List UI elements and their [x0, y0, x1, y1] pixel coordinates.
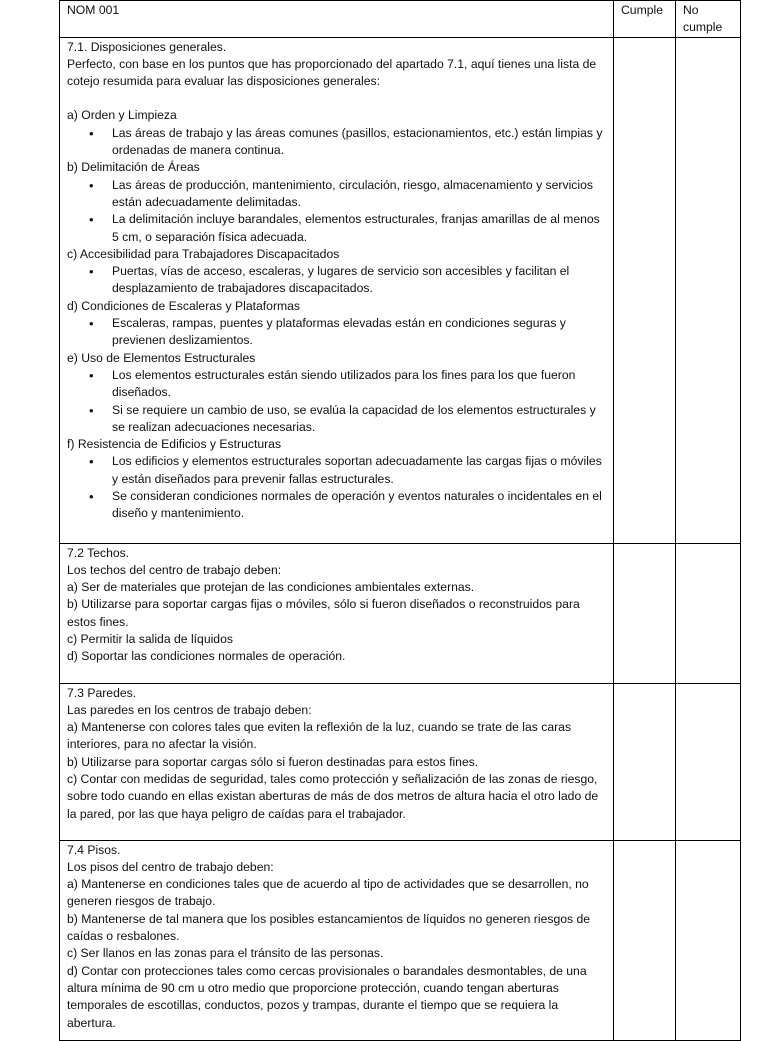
- list-item: • Los edificios y elementos estructurales soportan adecuadamente las cargas fijas o móviles y están diseñados para prevenir fallas estructurales.: [112, 453, 607, 488]
- section-line: Las paredes en los centros de trabajo deben:: [67, 702, 312, 717]
- no-cumple-cell[interactable]: [676, 840, 741, 1040]
- section-line: a) Ser de materiales que protejan de las condiciones ambientales externas.: [67, 580, 475, 595]
- cumple-cell[interactable]: [614, 683, 676, 840]
- subsection-heading: c) Accesibilidad para Trabajadores Discapacitados: [67, 246, 340, 261]
- section-title: 7.2 Techos.: [67, 545, 130, 560]
- list-item: • Las áreas de producción, mantenimiento, circulación, riesgo, almacenamiento y servicios están adecuadamente delimitadas.: [112, 177, 607, 212]
- section-intro: Perfecto, con base en los puntos que has proporcionado del apartado 7.1, aquí tienes una lista de cotejo resumida para evaluar las disposiciones generales:: [67, 56, 597, 89]
- table-row: [60, 840, 741, 1040]
- cumple-cell[interactable]: [614, 543, 676, 683]
- list-item: • Si se requiere un cambio de uso, se evalúa la capacidad de los elementos estructurales y se realizan adecuaciones necesarias.: [112, 402, 607, 437]
- no-cumple-cell[interactable]: [676, 37, 741, 543]
- table-row: [60, 543, 741, 683]
- bullet-list: [67, 125, 607, 160]
- section-title: 7.3 Paredes.: [67, 685, 137, 700]
- bullet-list: [67, 453, 607, 522]
- section-line: b) Utilizarse para soportar cargas sólo si fueron destinadas para estos fines.: [67, 754, 479, 769]
- section-line: Los techos del centro de trabajo deben:: [67, 562, 282, 577]
- header-row: [60, 1, 741, 38]
- section-title: 7.4 Pisos.: [67, 842, 121, 857]
- subsection-heading: e) Uso de Elementos Estructurales: [67, 350, 256, 365]
- section-7-2: [60, 543, 614, 683]
- header-no-cumple: No cumple: [676, 1, 741, 38]
- cumple-cell[interactable]: [614, 840, 676, 1040]
- section-7-3: [60, 683, 614, 840]
- section-7-4: [60, 840, 614, 1040]
- checklist-table: [59, 0, 741, 1041]
- section-line: c) Contar con medidas de seguridad, tales como protección y señalización de las zonas de riesgo, sobre todo cuando en ellas existan aberturas de más de dos metros de altura hacia el otro lado de la pared, por las que haya peligro de caídas para el trabajador.: [67, 772, 599, 821]
- table-row: [60, 37, 741, 543]
- cumple-cell[interactable]: [614, 37, 676, 543]
- header-cumple: Cumple: [614, 1, 676, 38]
- section-7-1: [60, 37, 614, 543]
- list-item: • Escaleras, rampas, puentes y plataformas elevadas están en condiciones seguras y previenen deslizamientos.: [112, 315, 607, 350]
- section-line: a) Mantenerse en condiciones tales que de acuerdo al tipo de actividades que se desarrollen, no generen riesgos de trabajo.: [67, 877, 589, 909]
- section-line: d) Contar con protecciones tales como cercas provisionales o barandales desmontables, de una altura mínima de 90 cm u otro medio que proporcione protección, cuando tengan aberturas temporales de escotillas, conductos, pozos y trampas, durante el tiempo que se requiera la abertura.: [67, 963, 587, 1030]
- no-cumple-cell[interactable]: [676, 683, 741, 840]
- list-item: • Se consideran condiciones normales de operación y eventos naturales o incidentales en el diseño y mantenimiento.: [112, 488, 607, 523]
- section-line: Los pisos del centro de trabajo deben:: [67, 859, 274, 874]
- list-item: • Los elementos estructurales están siendo utilizados para los fines para los que fueron diseñados.: [112, 367, 607, 402]
- table-row: [60, 683, 741, 840]
- section-title: 7.1. Disposiciones generales.: [67, 39, 227, 54]
- subsection-heading: a) Orden y Limpieza: [67, 108, 177, 123]
- section-line: b) Utilizarse para soportar cargas fijas o móviles, sólo si fueron diseñados o reconstruidos para estos fines.: [67, 597, 580, 629]
- header-norm: NOM 001: [60, 1, 614, 38]
- bullet-list: [67, 315, 607, 350]
- subsection-heading: b) Delimitación de Áreas: [67, 160, 200, 175]
- no-cumple-cell[interactable]: [676, 543, 741, 683]
- bullet-list: [67, 177, 607, 246]
- subsection-heading: d) Condiciones de Escaleras y Plataformas: [67, 298, 301, 313]
- section-line: b) Mantenerse de tal manera que los posibles estancamientos de líquidos no generen riesgos de caídas o resbalones.: [67, 911, 591, 944]
- list-item: • Las áreas de trabajo y las áreas comunes (pasillos, estacionamientos, etc.) están limpias y ordenadas de manera continua.: [112, 125, 607, 160]
- subsection-heading: f) Resistencia de Edificios y Estructuras: [67, 437, 282, 452]
- list-item: • Puertas, vías de acceso, escaleras, y lugares de servicio son accesibles y facilitan el desplazamiento de trabajadores discapacitados.: [112, 263, 607, 298]
- section-line: c) Permitir la salida de líquidos: [67, 632, 233, 647]
- list-item: • La delimitación incluye barandales, elementos estructurales, franjas amarillas de al menos 5 cm, o separación física adecuada.: [112, 211, 607, 246]
- section-line: d) Soportar las condiciones normales de operación.: [67, 649, 346, 664]
- bullet-list: [67, 367, 607, 436]
- bullet-list: [67, 263, 607, 298]
- section-line: a) Mantenerse con colores tales que eviten la reflexión de la luz, cuando se trate de las caras interiores, para no afectar la visión.: [67, 720, 572, 752]
- section-line: c) Ser llanos en las zonas para el tránsito de las personas.: [67, 946, 384, 961]
